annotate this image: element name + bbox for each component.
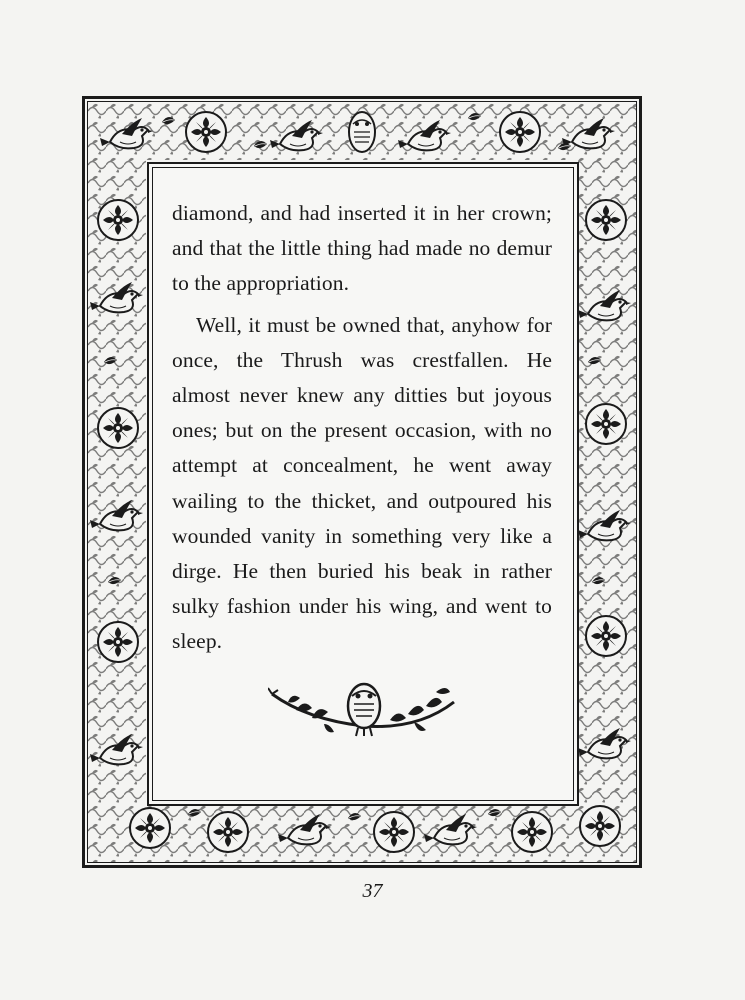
rose-icon	[130, 808, 170, 848]
rose-icon	[186, 112, 226, 152]
page-number: 37	[362, 880, 383, 902]
rose-icon	[374, 812, 414, 852]
rose-icon	[512, 812, 552, 852]
rose-icon	[500, 112, 540, 152]
paragraph-1: diamond, and had inserted it in her crown; and that the little thing had made no demur to the appropriation.	[172, 201, 552, 296]
rose-icon	[208, 812, 248, 852]
rose-icon	[586, 200, 626, 240]
body-text	[172, 196, 552, 660]
rose-icon	[98, 408, 138, 448]
owl-on-branch-icon	[268, 680, 460, 744]
rose-icon	[98, 622, 138, 662]
rose-icon	[580, 806, 620, 846]
rose-icon	[98, 200, 138, 240]
owl-icon	[349, 112, 375, 152]
rose-icon	[586, 404, 626, 444]
paragraph-2: Well, it must be owned that, anyhow for once, the Thrush was crestfallen. He almost never knew any ditties but joyous ones; but on the present occasion, with no attempt at concealment, he went away wailing to the thicket, and outpoured his wounded vanity in something very like a dirge. He then buried his beak in rather sulky fashion under his wing, and went to sleep.	[172, 312, 552, 654]
rose-icon	[586, 616, 626, 656]
